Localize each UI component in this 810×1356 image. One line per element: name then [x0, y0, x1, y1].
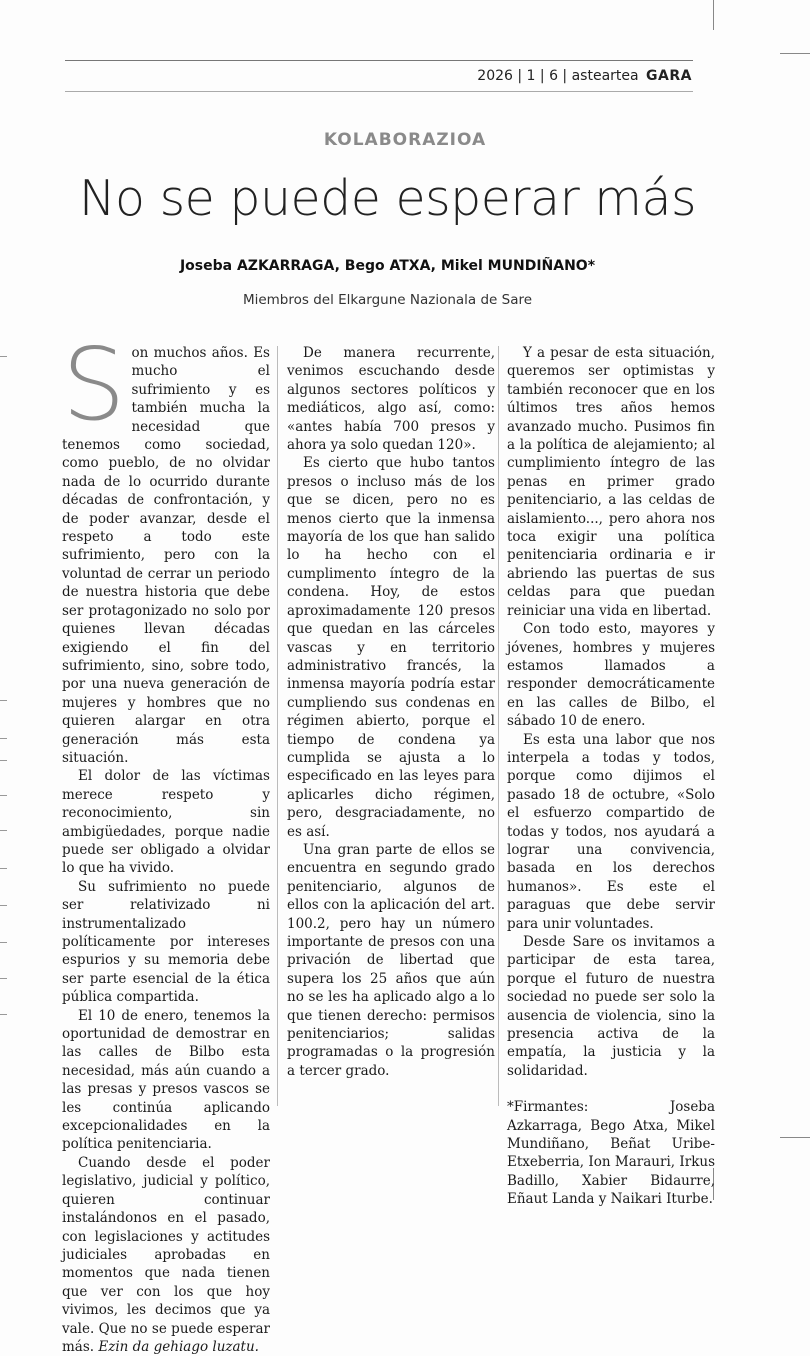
- signatories: *Firmantes: Joseba Azkarraga, Bego Atxa, Mikel Mundiñano, Beñat Uribe-Etxeberria, Ion Marauri, Irkus Badillo, Xabier Bidaurre, Eñaut Landa y Naikari Iturbe.: [507, 1099, 715, 1208]
- article-column-2: [287, 344, 495, 1080]
- edge-mark: [0, 868, 7, 869]
- paragraph: Es esta una labor que nos interpela a todas y todos, porque como dijimos el pasado 18 de octubre, «Solo el esfuerzo compartido de todas y todos, nos ayudará a lograr una convivencia, basada en los derechos humanos». Es este el paraguas que debe servir para unir voluntades.: [507, 731, 715, 932]
- paragraph-text: on muchos años. Es mucho el sufrimiento y es también mucha la necesidad que tenemos como sociedad, como pueblo, de no olvidar nada de lo ocurrido durante décadas de confrontación, y de poder avanzar, desde el respeto a todo este sufrimiento, pero con la voluntad de cerrar un periodo de nuestra historia que debe ser protagonizado no solo por quienes llevan décadas exigiendo el fin del sufrimiento, sino, sobre todo, por una nueva generación de mujeres y hombres que no quieren alargar en otra generación más esta situación.: [62, 345, 270, 766]
- paragraph: Desde Sare os invitamos a participar de esta tarea, porque el futuro de nuestra sociedad no puede ser solo la ausencia de violencia, sino la presencia activa de la empatía, la justicia y la solidaridad.: [507, 934, 715, 1079]
- edge-mark: [0, 760, 7, 761]
- column-rule: [498, 346, 499, 1106]
- paragraph: Y a pesar de esta situación, queremos ser optimistas y también reconocer que en los últimos tres años hemos avanzado mucho. Pusimos fin a la política de alejamiento; al cumplimiento íntegro de las penas en primer grado penitenciario, a las celdas de aislamiento..., pero ahora nos toca exigir una política penitenciaria ordinaria e ir abriendo las puertas de sus celdas para que puedan reiniciar una vida en libertad.: [507, 345, 715, 619]
- crop-mark: [713, 0, 714, 30]
- paragraph: Su sufrimiento no puede ser relativizado ni instrumentalizado políticamente por intereses espurios y su memoria debe ser parte esencial de la ética pública compartida.: [62, 878, 270, 1006]
- folio-date: 2026 | 1 | 6 | asteartea: [477, 68, 639, 84]
- article-column-3: [507, 344, 715, 1209]
- drop-cap: S: [62, 326, 126, 443]
- basque-phrase: Ezin da gehiago luzatu.: [98, 1338, 259, 1355]
- crop-mark: [780, 53, 810, 54]
- edge-mark: [0, 905, 7, 906]
- column-rule: [277, 346, 278, 1106]
- header-rule: [65, 91, 693, 92]
- headline: No se puede esperar más: [78, 170, 697, 227]
- edge-mark: [0, 795, 7, 796]
- edge-mark: [0, 978, 7, 979]
- paragraph: [62, 326, 270, 767]
- edge-mark: [0, 830, 7, 831]
- crop-mark: [780, 1137, 810, 1138]
- header-rule: [65, 60, 693, 61]
- folio: [477, 68, 692, 84]
- author-affiliation: Miembros del Elkargune Nazionala de Sare: [242, 292, 533, 308]
- section-kicker: KOLABORAZIOA: [323, 130, 487, 150]
- folio-brand: GARA: [646, 68, 692, 84]
- paragraph: Una gran parte de ellos se encuentra en segundo grado penitenciario, algunos de ellos con la aplicación del art. 100.2, pero hay un número importante de presos con una privación de libertad que supera los 25 años que aún no se les ha aplicado algo a lo que tienen derecho: permisos penitenciarios; salidas programadas o la progresión a tercer grado.: [287, 841, 495, 1079]
- paragraph: [62, 1154, 270, 1356]
- paragraph: El dolor de las víctimas merece respeto y reconocimiento, sin ambigüedades, porque nadie puede ser obligado a olvidar lo que ha vivido.: [62, 768, 270, 877]
- edge-mark: [0, 700, 7, 701]
- paragraph: Con todo esto, mayores y jóvenes, hombres y mujeres estamos llamados a responder democráticamente en las calles de Bilbo, el sábado 10 de enero.: [507, 621, 715, 730]
- byline: Joseba AZKARRAGA, Bego ATXA, Mikel MUNDIÑANO*: [179, 258, 596, 274]
- edge-mark: [0, 356, 7, 357]
- paragraph: El 10 de enero, tenemos la oportunidad de demostrar en las calles de Bilbo esta necesidad, más aún cuando a las presas y presos vascos se les continúa aplicando excepcionalidades en la política penitenciaria.: [62, 1007, 270, 1153]
- paragraph: Es cierto que hubo tantos presos o incluso más de los que se dicen, pero no es menos cierto que la inmensa mayoría de los que han salido lo ha hecho con el cumplimento íntegro de la condena. Hoy, de estos aproximadamente 120 presos que quedan en las cárceles vascas y en territorio administrativo francés, la inmensa mayoría podría estar cumpliendo sus condenas en régimen abierto, porque el tiempo de condena ya cumplida se ajusta a lo especificado en las leyes para aplicarles dicho régimen, pero, desgraciadamente, no es así.: [287, 455, 495, 840]
- paragraph-text: Cuando desde el poder legislativo, judicial y político, quieren continuar instalándonos en el pasado, con legislaciones y actitudes judiciales aprobadas en momentos que nada tienen que ver con los que hoy vivimos, les decimos que ya vale. Que no se puede esperar más.: [62, 1154, 270, 1355]
- edge-mark: [0, 1014, 7, 1015]
- edge-mark: [0, 942, 7, 943]
- paragraph: De manera recurrente, venimos escuchando desde algunos sectores políticos y mediáticos, algo así, como: «antes había 700 presos y ahora ya solo quedan 120».: [287, 345, 495, 454]
- edge-mark: [0, 738, 7, 739]
- signatories-note: [507, 1098, 715, 1208]
- article-column-1: [62, 326, 270, 1356]
